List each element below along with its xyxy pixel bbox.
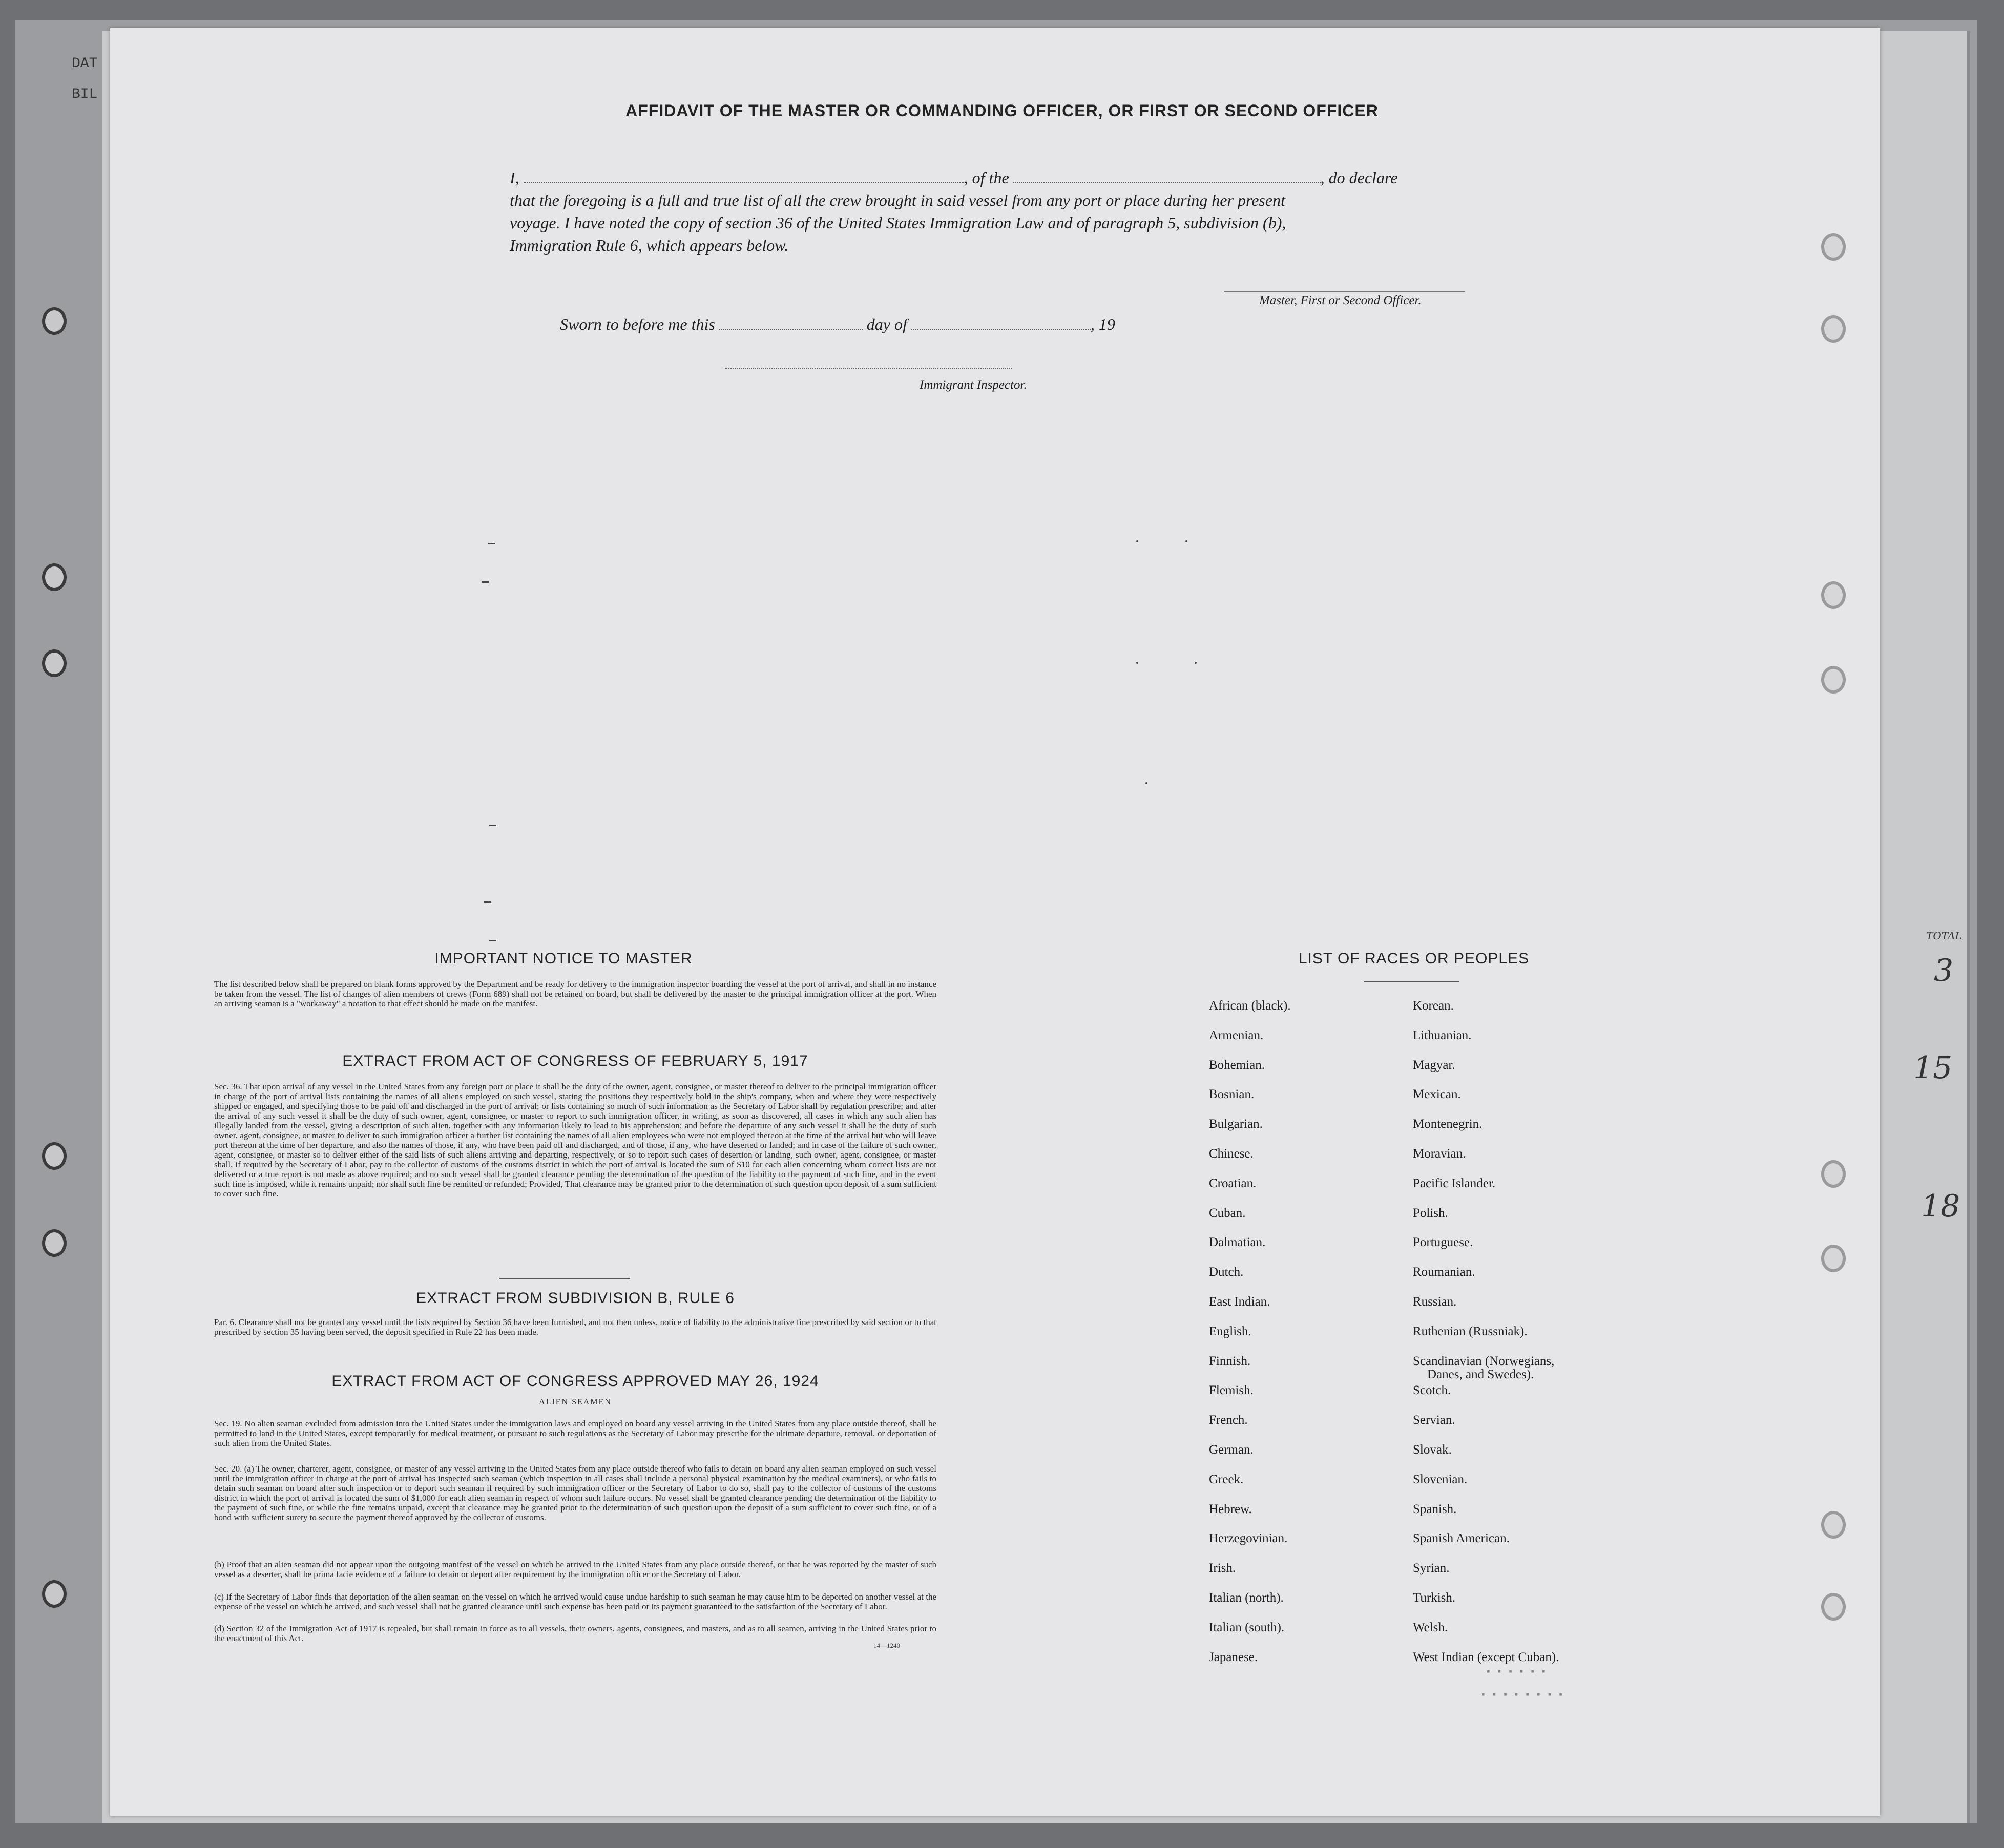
vessel-field[interactable] [1013,167,1321,183]
race-item: East Indian. [1209,1295,1270,1309]
affidavit-line-3: voyage. I have noted the copy of section 36 of the United States Immigration Law and of paragraph 5, subdivision (b), [510,214,1286,232]
punch-hole-icon [42,307,67,335]
affidavit-title: AFFIDAVIT OF THE MASTER OR COMMANDING OFFICER, OR FIRST OR SECOND OFFICER [625,101,1379,120]
edge-mark-bill: BIL [72,87,98,102]
mark [1136,662,1138,664]
mark [1136,540,1138,542]
sworn-month-field[interactable] [911,313,1091,330]
race-item: English. [1209,1324,1251,1338]
form-number: 14—1240 [873,1642,900,1649]
stamp-mark: ▪ ▪ ▪ ▪ ▪ ▪ ▪ ▪ [1480,1690,1564,1700]
race-item: Japanese. [1209,1650,1258,1664]
race-item: Scotch. [1413,1383,1451,1398]
race-item: Polish. [1413,1206,1448,1220]
affidavit-line-4: Immigration Rule 6, which appears below. [510,236,789,255]
race-item: Slovenian. [1413,1472,1468,1486]
race-item: Mexican. [1413,1087,1461,1102]
race-item: Russian. [1413,1295,1457,1309]
extract3-sec20d: (d) Section 32 of the Immigration Act of 1917 is repealed, but shall remain in force as to all vessels, their owners, agents, consignees, and masters, and as to all seamen, arriving in the United States prior to the enactment of this Act. [214,1624,936,1643]
race-item: Servian. [1413,1413,1455,1427]
affidavit-body [510,166,1483,257]
race-item: Hebrew. [1209,1502,1252,1516]
notice-body: The list described below shall be prepared on blank forms approved by the Department and be ready for delivery to the immigration inspector boarding the vessel at the port of arrival, and shall in no instance be taken from the vessel. The list of changes of alien members of crews (Form 689) shall not be retained on board, but shall be delivered by the master to the principal immigration officer at the port. When an arriving seaman is a "workaway" a notation to that effect should be made on the manifest. [214,979,936,1009]
mark [489,825,496,826]
mark [488,543,495,544]
extract3-sec20a: Sec. 20. (a) The owner, charterer, agent, consignee, or master of any vessel arriving in the United States from any place outside thereof who fails to detain on board any alien seaman employed on such vessel until the immigration officer in charge at the port of arrival has inspected such seaman (which inspection in all cases shall include a personal physical examination by the medical examiners), or who fails to detain such seaman on board after such inspection or to deport such seaman if required by such immigration officer or the Secretary of Labor to do so, shall pay to the collector of customs of the customs district in which the port of arrival is located the sum of $1,000 for each alien seaman in respect of whom such failure occurs. No vessel shall be granted clearance pending the determination of the liability to the payment of such fine, or while the fine remains unpaid, except that clearance may be granted prior to the determination of such question upon the deposit of a sum sufficient to cover such fine, or of a bond with sufficient surety to secure the payment thereof approved by the collector of customs. [214,1464,936,1522]
notice-title: IMPORTANT NOTICE TO MASTER [434,950,693,967]
race-item: Roumanian. [1413,1265,1475,1279]
affidavit-of-the: , of the [964,169,1009,187]
punch-hole-icon [1821,1593,1846,1621]
race-item: French. [1209,1413,1248,1427]
mark [482,581,489,583]
sworn-year-prefix: , 19 [1090,315,1115,333]
race-item: Spanish. [1413,1502,1457,1516]
signature-line[interactable] [1224,291,1465,292]
sworn-line [560,313,1115,334]
race-item: Cuban. [1209,1206,1246,1220]
edge-mark-date: DAT [72,56,98,72]
race-item: Syrian. [1413,1561,1450,1576]
edge-marks [72,49,97,110]
race-item: Magyar. [1413,1058,1455,1072]
inspector-signature-line[interactable] [725,368,1012,369]
punch-hole-icon [1821,581,1846,609]
punch-hole-icon [1821,666,1846,694]
punch-hole-icon [42,649,67,677]
race-item: Herzegovinian. [1209,1531,1288,1546]
race-item: Scandinavian (Norwegians, [1413,1354,1555,1368]
punch-hole-icon [42,1142,67,1170]
affidavit-line-1 [510,166,1483,189]
race-item: Italian (south). [1209,1620,1285,1634]
race-item: Danes, and Swedes). [1427,1367,1534,1381]
handwritten-number: 18 [1921,1188,1960,1224]
race-item: Bosnian. [1209,1087,1255,1102]
mark [1195,662,1197,664]
race-item: Finnish. [1209,1354,1251,1368]
extract3-subtitle: ALIEN SEAMEN [539,1398,612,1406]
race-item: Slovak. [1413,1443,1452,1457]
race-item: Flemish. [1209,1383,1254,1398]
race-item: Spanish American. [1413,1531,1510,1546]
sworn-day-of: day of [866,315,907,333]
mark [1145,782,1147,784]
races-title: LIST OF RACES OR PEOPLES [1298,950,1530,967]
extract1-body: Sec. 36. That upon arrival of any vessel in the United States from any foreign port or place it shall be the duty of the owner, agent, consignee, or master thereof to deliver to the principal immigration officer in charge of the port of arrival lists containing the names of all aliens employed on such vessel, stating the positions they respectively hold in the ship's company, when and where they were respectively shipped or engaged, and specifying those to be paid off and discharged in the port of arrival; or lists containing so much of such information as the Secretary of Labor shall by regulation prescribe; and after the arrival of any such vessel it shall be the duty of such owner, agent, consignee, or master to report to such immigration officer, in writing, as soon as discovered, all cases in which any such alien has illegally landed from the vessel, giving a description of such alien, together with any information likely to lead to his apprehension; and before the departure of any such vessel it shall be the duty of such owner, agent, consignee, or master to deliver to such immigration officer a further list containing the names of all alien employees who were not employed thereon at the time of the arrival but who will leave port thereon at the time of her departure, and also the names of those, if any, who have been paid off and discharged, and of those, if any, who have deserted or landed; and in case of the failure of such owner, agent, consignee, or master so to deliver either of the said lists of such aliens arriving and departing, respectively, or so to report such cases of desertion or landing, such owner, agent, consignee, or master shall, if required by the Secretary of Labor, pay to the collector of customs of the customs district in which the port of arrival is located the sum of $10 for each alien concerning whom correct lists are not delivered or a true report is not made as above required; and no such vessel shall be granted clearance pending the determination of the question of the liability to the payment of such fine, and in the event such fine is imposed, while it remains unpaid; nor shall such fine be remitted or refunded; Provided, That clearance may be granted prior to the determination of such question upon deposit of a sum sufficient to cover such fine. [214,1082,937,1199]
name-field[interactable] [524,167,964,183]
race-item: Irish. [1209,1561,1236,1576]
divider [1364,981,1459,982]
race-item: Moravian. [1413,1147,1466,1161]
extract2-title: EXTRACT FROM SUBDIVISION B, RULE 6 [416,1290,735,1307]
mark [1185,540,1187,542]
punch-hole-icon [1821,1160,1846,1188]
race-item: Korean. [1413,999,1454,1013]
race-item: Bulgarian. [1209,1117,1263,1131]
inspector-label: Immigrant Inspector. [920,378,1027,392]
punch-hole-icon [1821,1245,1846,1272]
mark [489,940,496,941]
race-item: German. [1209,1443,1254,1457]
handwritten-number: 3 [1934,953,1954,989]
sworn-prefix: Sworn to before me this [560,315,715,333]
punch-hole-icon [1821,233,1846,261]
race-item: Armenian. [1209,1028,1264,1042]
race-item: Pacific Islander. [1413,1176,1496,1190]
race-item: Chinese. [1209,1147,1254,1161]
race-item: Bohemian. [1209,1058,1265,1072]
document-page [110,28,1880,1816]
punch-hole-icon [42,1229,67,1257]
extract3-sec20b: (b) Proof that an alien seaman did not appear upon the outgoing manifest of the vessel on which he arrived in the United States from any place outside thereof, or that he was reported by the master of such vessel as a deserter, shall be prima facie evidence of a failure to detain or deport after requirement by the immigration officer or the Secretary of Labor. [214,1560,936,1579]
race-item: Lithuanian. [1413,1028,1472,1042]
affidavit-line-2: that the foregoing is a full and true list of all the crew brought in said vessel from any port or place during her present [510,191,1285,209]
mark [484,901,491,903]
race-item: Dutch. [1209,1265,1244,1279]
punch-hole-icon [1821,1511,1846,1539]
affidavit-i-label: I, [510,169,519,187]
divider [499,1278,630,1279]
extract3-sec20c: (c) If the Secretary of Labor finds that deportation of the alien seaman on the vessel on which he arrived would cause undue hardship to such seaman he may cause him to be deported on another vessel at the expense of the vessel on which he arrived, and such vessel shall not be granted clearance until such expense has been paid or its payment guaranteed to the satisfaction of the Secretary of Labor. [214,1592,936,1611]
signature-label: Master, First or Second Officer. [1259,293,1422,307]
extract3-title: EXTRACT FROM ACT OF CONGRESS APPROVED MAY 26, 1924 [331,1373,819,1390]
race-item: West Indian (except Cuban). [1413,1650,1559,1664]
affidavit-do-declare: , do declare [1320,169,1398,187]
race-item: Portuguese. [1413,1235,1473,1250]
sworn-day-field[interactable] [719,313,863,330]
race-item: Ruthenian (Russniak). [1413,1324,1528,1338]
race-item: Welsh. [1413,1620,1448,1634]
race-item: Greek. [1209,1472,1244,1486]
extract3-sec19: Sec. 19. No alien seaman excluded from admission into the United States under the immigration laws and employed on board any vessel arriving in the United States from any place outside thereof, shall be permitted to land in the United States, except temporarily for medical treatment, or pursuant to such regulations as the Secretary of Labor may prescribe for the ultimate departure, removal, or deportation of such alien from the United States. [214,1419,936,1448]
extract1-title: EXTRACT FROM ACT OF CONGRESS OF FEBRUARY 5, 1917 [342,1053,808,1069]
extract2-body: Par. 6. Clearance shall not be granted any vessel until the lists required by Section 36 have been furnished, and not then unless, notice of liability to the administrative fine prescribed by said section or to that prescribed by section 35 having been served, the deposit specified in Rule 22 has been made. [214,1317,936,1337]
punch-hole-icon [42,1580,67,1608]
stamp-mark: ▪ ▪ ▪ ▪ ▪ ▪ [1486,1667,1547,1677]
race-item: Turkish. [1413,1591,1456,1605]
race-item: Croatian. [1209,1176,1257,1190]
race-item: Dalmatian. [1209,1235,1266,1250]
race-item: African (black). [1209,999,1291,1013]
punch-hole-icon [42,563,67,591]
total-label: TOTAL [1926,930,1962,942]
handwritten-number: 15 [1913,1050,1953,1086]
race-item: Italian (north). [1209,1591,1284,1605]
race-item: Montenegrin. [1413,1117,1483,1131]
punch-hole-icon [1821,315,1846,343]
